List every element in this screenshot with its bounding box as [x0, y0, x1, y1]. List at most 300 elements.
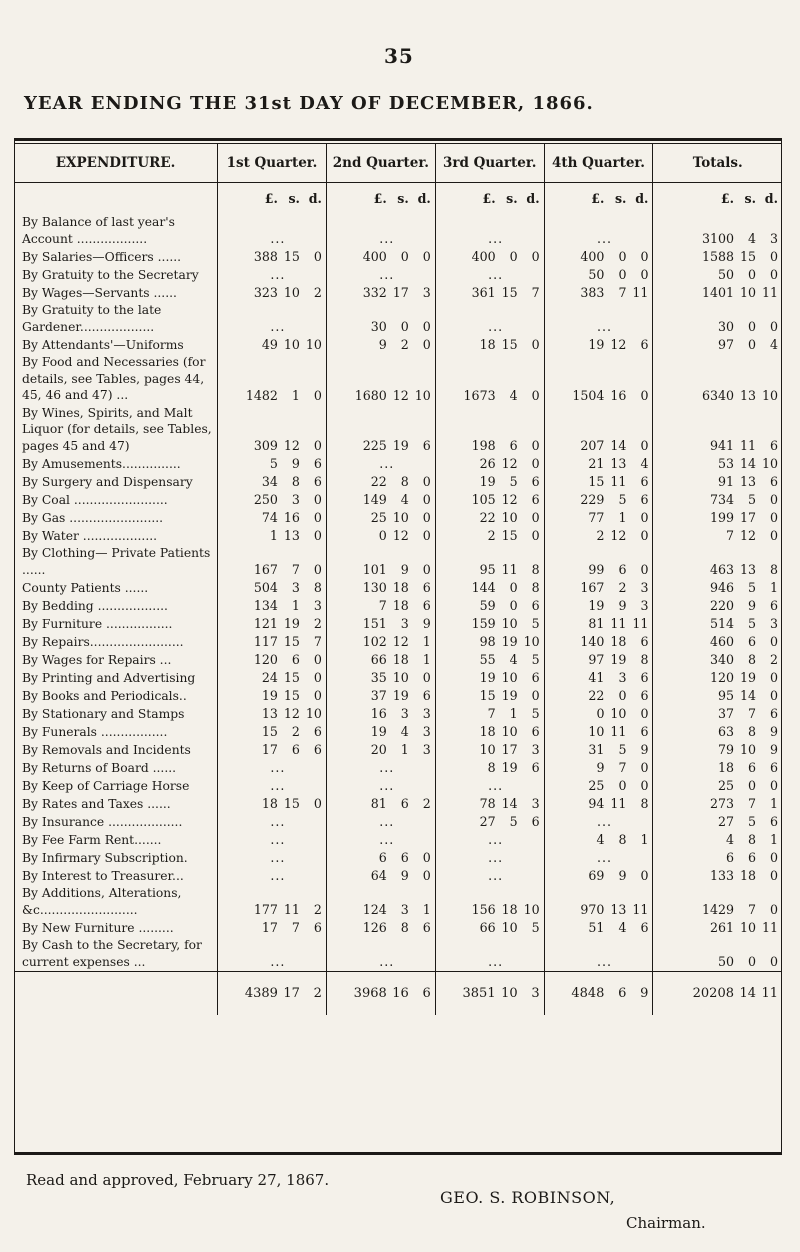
q3-amount	[435, 919, 544, 937]
shillings: 5	[747, 814, 756, 829]
q1-amount	[218, 705, 327, 723]
pounds: 140	[580, 634, 605, 649]
table-row	[14, 651, 782, 669]
q1-amount	[218, 284, 327, 302]
blank-mark: ...	[379, 832, 395, 847]
pence: 0	[769, 954, 778, 969]
table-row	[14, 759, 782, 777]
pounds: 1504	[572, 387, 605, 403]
total-amount	[653, 354, 782, 405]
pence: 8	[769, 562, 778, 577]
shillings: 6	[400, 796, 409, 811]
table-row	[14, 813, 782, 831]
q4-amount	[544, 777, 653, 795]
table-row	[14, 867, 782, 885]
q1-amount	[218, 633, 327, 651]
q1-amount	[218, 759, 327, 777]
pence: 10	[761, 456, 778, 471]
shillings: 13	[610, 902, 627, 917]
pence: 10	[305, 337, 322, 352]
total-amount	[653, 669, 782, 687]
pence: 3	[422, 724, 431, 739]
total-amount	[653, 455, 782, 473]
q2-amount	[326, 759, 435, 777]
shillings: 10	[501, 670, 518, 685]
total-amount	[653, 867, 782, 885]
shillings: 19	[501, 688, 518, 703]
total-amount	[653, 885, 782, 919]
pounds: 25	[717, 778, 734, 793]
pence: 0	[422, 474, 431, 489]
shillings: 5	[747, 616, 756, 631]
q2-amount	[326, 885, 435, 919]
q3-amount	[435, 651, 544, 669]
pounds: 4848	[571, 985, 605, 1001]
shillings: 13	[739, 387, 756, 403]
pence: 0	[313, 387, 322, 403]
q3-amount	[435, 741, 544, 759]
pence: 3	[422, 742, 431, 757]
shillings: 15	[501, 285, 518, 300]
blank-mark: ...	[270, 868, 286, 883]
pence: 0	[313, 438, 322, 453]
pence: 11	[632, 616, 649, 631]
total-amount	[653, 633, 782, 651]
item-label: By Salaries—Officers ......	[22, 249, 182, 264]
q3-amount	[435, 885, 544, 919]
pence: 1	[769, 796, 778, 811]
blank-mark: ...	[379, 778, 395, 793]
shillings: 8	[618, 832, 627, 847]
q4-amount	[544, 266, 653, 284]
grand-total-row	[14, 972, 782, 1016]
pence: 6	[313, 920, 322, 935]
pence: 0	[531, 456, 540, 471]
shillings: 19	[392, 688, 409, 703]
pence: 5	[531, 920, 540, 935]
pence: 11	[761, 920, 778, 935]
pounds: 156	[471, 902, 496, 917]
item-label: By Wages for Repairs ...	[22, 652, 172, 667]
table-row	[14, 405, 782, 456]
shillings: 0	[400, 319, 409, 334]
q3-total	[435, 972, 544, 1016]
pence: 3	[769, 231, 778, 246]
q4-amount	[544, 831, 653, 849]
pence: 0	[769, 634, 778, 649]
shillings: 12	[392, 634, 409, 649]
q1-amount	[218, 302, 327, 336]
pence: 0	[313, 796, 322, 811]
item-label: By Food and Necessaries (for details, see Tables, pages 44, 45, 46 and 47) ...	[22, 355, 206, 402]
unit-label: s.	[397, 190, 409, 206]
pence: 6	[640, 724, 649, 739]
total-amount	[653, 723, 782, 741]
pence: 6	[640, 688, 649, 703]
signatory-title: Chairman.	[626, 1214, 706, 1232]
pence: 6	[640, 920, 649, 935]
pence: 0	[313, 652, 322, 667]
blank-mark: ...	[596, 319, 612, 334]
pounds: 1	[269, 528, 278, 543]
q1-amount	[218, 545, 327, 579]
pounds: 250	[253, 492, 278, 507]
shillings: 12	[610, 337, 627, 352]
q4-amount	[544, 937, 653, 972]
pounds: 207	[580, 438, 605, 453]
page-heading: YEAR ENDING THE 31st DAY OF DECEMBER, 1866.	[24, 93, 594, 114]
blank-mark: ...	[596, 954, 612, 969]
table-row	[14, 545, 782, 579]
signature: GEO. S. ROBINSON,	[440, 1188, 616, 1207]
pounds: 1588	[701, 249, 734, 264]
pence: 0	[422, 492, 431, 507]
pounds: 117	[253, 634, 278, 649]
pence: 6	[531, 724, 540, 739]
shillings: 1	[291, 598, 300, 613]
pounds: 91	[717, 474, 734, 489]
item-label: By Furniture .................	[22, 616, 173, 631]
pounds: 514	[709, 616, 734, 631]
item-label: By Funerals .................	[22, 724, 168, 739]
shillings: 8	[747, 832, 756, 847]
q3-amount	[435, 705, 544, 723]
pence: 2	[313, 285, 322, 300]
pence: 9	[769, 724, 778, 739]
shillings: 18	[501, 902, 518, 917]
shillings: 11	[610, 724, 627, 739]
pounds: 25	[588, 778, 605, 793]
shillings: 0	[618, 267, 627, 282]
shillings: 18	[610, 634, 627, 649]
total-amount	[653, 687, 782, 705]
pence: 6	[640, 670, 649, 685]
shillings: 8	[747, 724, 756, 739]
pounds: 463	[709, 562, 734, 577]
header-q4: 4th Quarter.	[544, 144, 653, 183]
shillings: 7	[618, 285, 627, 300]
q1-amount	[218, 615, 327, 633]
pounds: 126	[362, 920, 387, 935]
q3-amount	[435, 336, 544, 354]
unit-label: d.	[764, 190, 778, 206]
shillings: 10	[739, 742, 756, 757]
total-amount	[653, 759, 782, 777]
shillings: 7	[747, 706, 756, 721]
table-row	[14, 248, 782, 266]
pence: 11	[761, 285, 778, 300]
shillings: 15	[283, 670, 300, 685]
q2-amount	[326, 723, 435, 741]
pence: 0	[640, 562, 649, 577]
shillings: 10	[501, 616, 518, 631]
item-label: By Gratuity to the Secretary	[22, 267, 199, 282]
q3-amount	[435, 633, 544, 651]
pence: 6	[422, 688, 431, 703]
shillings: 3	[291, 580, 300, 595]
pounds: 15	[479, 688, 496, 703]
q3-amount	[435, 795, 544, 813]
shillings: 8	[400, 920, 409, 935]
pence: 0	[640, 438, 649, 453]
unit-label: s.	[614, 190, 627, 206]
pounds: 400	[362, 249, 387, 264]
pence: 0	[422, 868, 431, 883]
header-expenditure: EXPENDITURE.	[14, 144, 218, 183]
q3-amount	[435, 813, 544, 831]
shillings: 15	[501, 337, 518, 352]
shillings: 4	[618, 920, 627, 935]
pounds: 97	[717, 337, 734, 352]
q1-amount	[218, 669, 327, 687]
q4-amount	[544, 579, 653, 597]
pounds: 105	[471, 492, 496, 507]
q4-amount	[544, 885, 653, 919]
pence: 3	[640, 580, 649, 595]
q4-amount	[544, 545, 653, 579]
q3-amount	[435, 849, 544, 867]
pence: 6	[769, 814, 778, 829]
blank-mark: ...	[488, 267, 504, 282]
shillings: 19	[610, 652, 627, 667]
blank-mark: ...	[379, 456, 395, 471]
shillings: 6	[747, 850, 756, 865]
q4-amount	[544, 597, 653, 615]
shillings: 19	[501, 760, 518, 775]
pounds: 2	[487, 528, 496, 543]
item-label: By Surgery and Dispensary	[22, 474, 193, 489]
pounds: 225	[362, 438, 387, 453]
pounds: 25	[370, 510, 387, 525]
header-q1: 1st Quarter.	[218, 144, 327, 183]
table-row	[14, 473, 782, 491]
shillings: 12	[392, 528, 409, 543]
pounds: 3851	[462, 985, 496, 1001]
q4-amount	[544, 473, 653, 491]
q1-amount	[218, 867, 327, 885]
pence: 3	[640, 598, 649, 613]
q4-amount	[544, 813, 653, 831]
q3-amount	[435, 597, 544, 615]
q1-amount	[218, 831, 327, 849]
shillings: 10	[283, 337, 300, 352]
pence: 6	[422, 598, 431, 613]
q1-amount	[218, 723, 327, 741]
pence: 5	[531, 616, 540, 631]
q4-amount	[544, 759, 653, 777]
shillings: 8	[747, 652, 756, 667]
table-row	[14, 354, 782, 405]
unit-label: d.	[635, 190, 649, 206]
shillings: 9	[618, 868, 627, 883]
pence: 6	[531, 760, 540, 775]
q3-amount	[435, 473, 544, 491]
shillings: 9	[291, 456, 300, 471]
shillings: 8	[291, 474, 300, 489]
pounds: 34	[261, 474, 278, 489]
shillings: 19	[739, 670, 756, 685]
pence: 0	[769, 249, 778, 264]
shillings: 19	[283, 616, 300, 631]
units-cell	[653, 183, 782, 215]
pounds: 120	[709, 670, 734, 685]
pounds: 79	[717, 742, 734, 757]
q2-amount	[326, 633, 435, 651]
blank-mark: ...	[488, 832, 504, 847]
shillings: 4	[509, 652, 518, 667]
pence: 0	[769, 492, 778, 507]
pounds: 50	[588, 267, 605, 282]
shillings: 10	[283, 285, 300, 300]
q3-amount	[435, 831, 544, 849]
q2-amount	[326, 813, 435, 831]
pounds: 0	[378, 528, 387, 543]
q1-total	[218, 972, 327, 1016]
shillings: 0	[509, 249, 518, 264]
item-label: By Bedding ..................	[22, 598, 168, 613]
q3-amount	[435, 867, 544, 885]
pence: 0	[531, 249, 540, 264]
shillings: 9	[618, 598, 627, 613]
q3-amount	[435, 214, 544, 248]
q4-amount	[544, 687, 653, 705]
pence: 3	[531, 985, 540, 1001]
pounds: 99	[588, 562, 605, 577]
shillings: 1	[291, 387, 300, 403]
pence: 8	[531, 580, 540, 595]
pounds: 133	[709, 868, 734, 883]
pounds: 49	[261, 337, 278, 352]
q2-amount	[326, 302, 435, 336]
pence: 0	[640, 868, 649, 883]
table-row	[14, 669, 782, 687]
pounds: 10	[479, 742, 496, 757]
shillings: 7	[618, 760, 627, 775]
item-label: By Wages—Servants ......	[22, 285, 177, 300]
pence: 4	[640, 456, 649, 471]
pounds: 22	[588, 688, 605, 703]
item-label: By Rates and Taxes ......	[22, 796, 171, 811]
q2-amount	[326, 266, 435, 284]
pence: 6	[422, 438, 431, 453]
pounds: 64	[370, 868, 387, 883]
table-row	[14, 919, 782, 937]
pounds: 19	[588, 337, 605, 352]
pounds: 3968	[353, 985, 387, 1001]
q4-amount	[544, 651, 653, 669]
pence: 0	[313, 510, 322, 525]
shillings: 1	[509, 706, 518, 721]
item-label: By Printing and Advertising	[22, 670, 196, 685]
pence: 9	[640, 985, 649, 1001]
q1-amount	[218, 473, 327, 491]
shillings: 11	[610, 474, 627, 489]
table-row	[14, 509, 782, 527]
pounds: 134	[253, 598, 278, 613]
q1-amount	[218, 579, 327, 597]
pounds: 31	[588, 742, 605, 757]
pence: 6	[422, 920, 431, 935]
shillings: 18	[392, 580, 409, 595]
pence: 0	[313, 528, 322, 543]
shillings: 0	[618, 688, 627, 703]
shillings: 5	[618, 742, 627, 757]
header-q2: 2nd Quarter.	[326, 144, 435, 183]
total-amount	[653, 302, 782, 336]
pounds: 20	[370, 742, 387, 757]
shillings: 3	[618, 670, 627, 685]
q2-amount	[326, 831, 435, 849]
total-amount	[653, 651, 782, 669]
q4-amount	[544, 509, 653, 527]
unit-label: £.	[720, 190, 734, 206]
shillings: 6	[400, 850, 409, 865]
blank-mark: ...	[596, 231, 612, 246]
pence: 0	[313, 562, 322, 577]
pence: 0	[769, 902, 778, 917]
pence: 0	[769, 510, 778, 525]
q2-amount	[326, 579, 435, 597]
pence: 0	[422, 319, 431, 334]
item-label: By Cash to the Secretary, for current expenses ...	[22, 938, 202, 969]
pence: 0	[640, 249, 649, 264]
blank-mark: ...	[270, 231, 286, 246]
pence: 0	[640, 267, 649, 282]
pence: 9	[640, 742, 649, 757]
pounds: 0	[596, 706, 605, 721]
total-amount	[653, 831, 782, 849]
q2-amount	[326, 509, 435, 527]
pence: 6	[531, 814, 540, 829]
blank-mark: ...	[270, 814, 286, 829]
pence: 9	[769, 742, 778, 757]
total-amount	[653, 266, 782, 284]
shillings: 0	[618, 249, 627, 264]
pounds: 2	[596, 528, 605, 543]
q4-amount	[544, 284, 653, 302]
q1-amount	[218, 248, 327, 266]
pence: 10	[414, 387, 431, 403]
shillings: 5	[618, 492, 627, 507]
table-row	[14, 214, 782, 248]
pounds: 1429	[701, 902, 734, 917]
pounds: 7	[725, 528, 734, 543]
q3-amount	[435, 354, 544, 405]
pence: 11	[761, 985, 778, 1001]
pounds: 121	[253, 616, 278, 631]
pounds: 388	[253, 249, 278, 264]
item-label: By Clothing— Private Patients ......	[22, 546, 211, 577]
shillings: 11	[610, 616, 627, 631]
blank-mark: ...	[596, 850, 612, 865]
pounds: 16	[370, 706, 387, 721]
shillings: 16	[283, 510, 300, 525]
shillings: 9	[747, 598, 756, 613]
q2-amount	[326, 473, 435, 491]
shillings: 4	[400, 724, 409, 739]
q2-amount	[326, 777, 435, 795]
q2-amount	[326, 705, 435, 723]
total-amount	[653, 597, 782, 615]
pounds: 6	[725, 850, 734, 865]
shillings: 12	[392, 387, 409, 403]
total-amount	[653, 214, 782, 248]
shillings: 15	[739, 249, 756, 264]
pounds: 460	[709, 634, 734, 649]
pence: 3	[422, 285, 431, 300]
unit-label: d.	[526, 190, 540, 206]
item-label: By Returns of Board ......	[22, 760, 177, 775]
